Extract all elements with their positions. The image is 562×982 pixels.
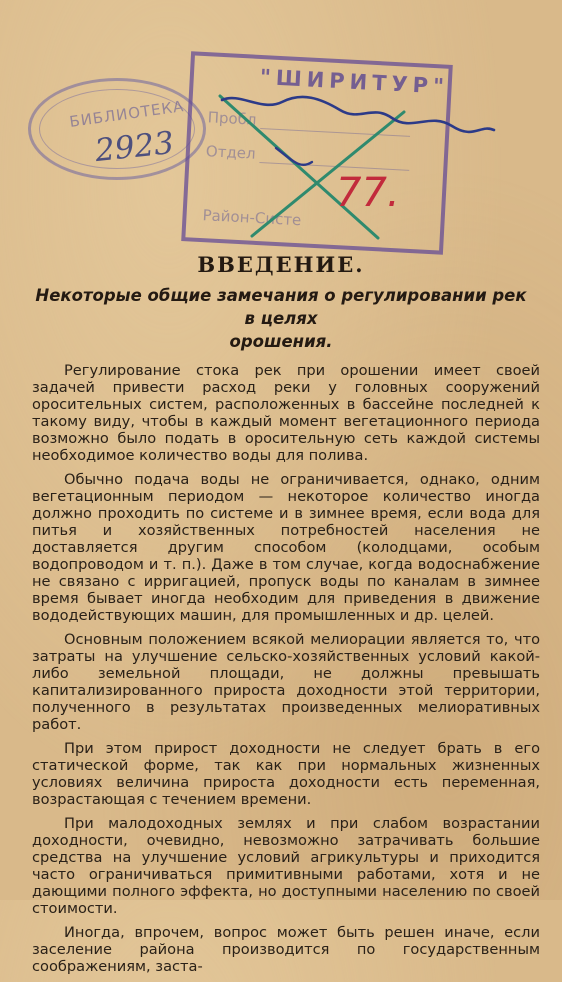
paragraph: Регулирование стока рек при орошении имеет своей задачей привести расход реки у головных сооружений оросительных систем, расположенных в бассейне последней к такому виду, чтобы в каждый момент вегетационного периода возможно было подать в оросительную сеть каждой системы необходимое количество воды для полива. — [32, 362, 540, 464]
paragraph: Иногда, впрочем, вопрос может быть решен иначе, если заселение района производится по государственным соображениям, заста- — [32, 924, 540, 975]
green-cross-stroke-1 — [220, 96, 378, 238]
paragraph: Обычно подача воды не ограничивается, однако, одним вегетационным периодом — некоторое количество иногда должно проходить по системе и в зимнее время, если вода для питья и хозяйственных потребностей населения не доставляется другим способом (колодцами, особым водопроводом и т. п.). Даже в том случае, когда водоснабжение не связано с ирригацией, пропуск воды по каналам в зимнее время бывает иногда необходим для приведения в движение вододействующих машин, для промышленных и др. целей. — [32, 471, 540, 624]
oval-stamp-number: 2923 — [93, 124, 176, 170]
subheading-line-1: Некоторые общие замечания о регулировании рек в целях — [35, 286, 527, 328]
paragraph: При этом прирост доходности не следует брать в его статической форме, так как при нормальных жизненных условиях величина прироста доходности есть переменная, возрастающая с течением времени. — [32, 740, 540, 808]
organization-stamp-title: "ШИРИТУР" — [259, 64, 450, 99]
section-subheading — [30, 284, 532, 353]
paragraph: При малодоходных землях и при слабом возрастании доходности, очевидно, невозможно затрачивать большие средства на улучшение условий агрикультуры и приходится часто ограничиваться примитивными работами, хотя и не дающими полного эффекта, но доступными населению по своей стоимости. — [32, 815, 540, 917]
body-text — [32, 362, 540, 982]
stamp-field-department-label: Отдел — [205, 142, 257, 163]
section-heading: ВВЕДЕНИЕ. — [197, 252, 365, 277]
handwritten-ink-marks — [0, 0, 562, 260]
stamp-field-problem-label: Пробл — [207, 108, 257, 129]
oval-stamp-text: БИБЛИОТЕКА — [68, 97, 186, 131]
red-handwritten-number: 77. — [336, 170, 400, 216]
subheading-line-2: орошения. — [229, 332, 333, 351]
stamp-field-region-label: Район-Систе — [202, 206, 302, 230]
signature-scribble — [222, 97, 494, 132]
paragraph: Основным положением всякой мелиорации является то, что затраты на улучшение сельско-хозяйственных условий какой-либо земельной площади, не должны превышать капитализированного прироста доходности этой территории, полученного в результатах произведенных мелиоративных работ. — [32, 631, 540, 733]
